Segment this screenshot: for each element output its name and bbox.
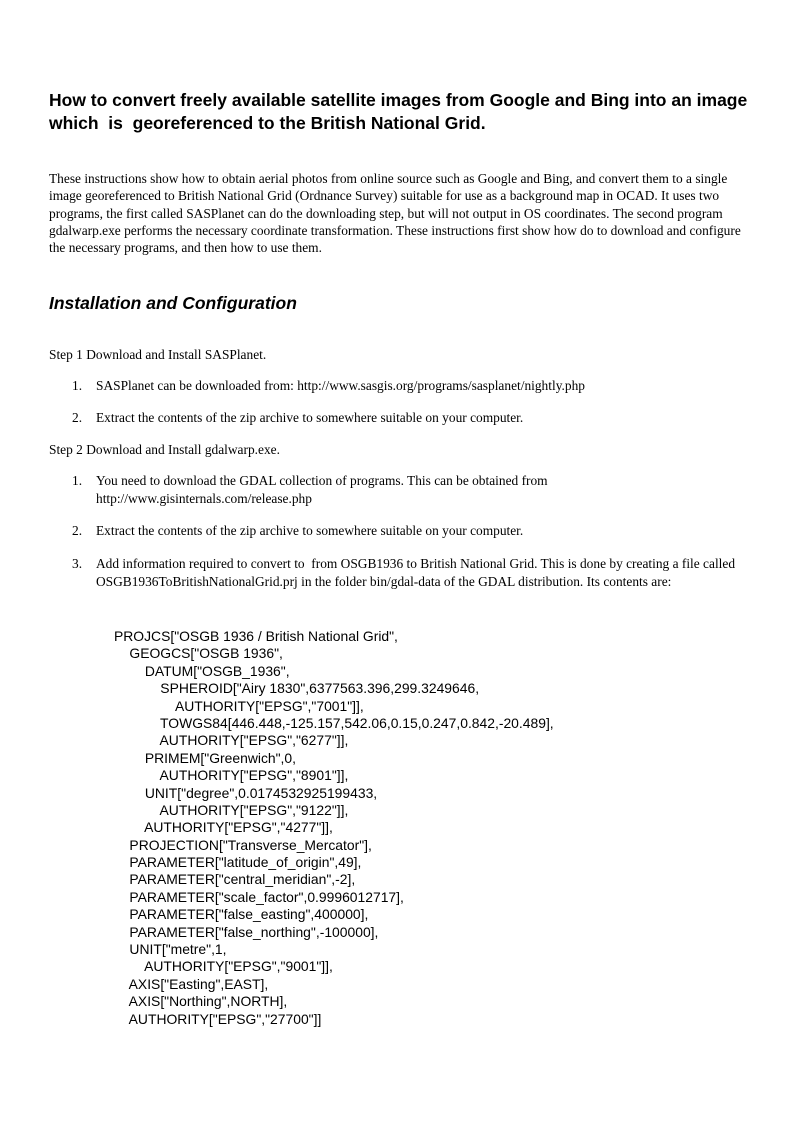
code-line: PARAMETER["false_easting",400000], xyxy=(114,906,369,923)
code-line: PARAMETER["scale_factor",0.9996012717], xyxy=(114,888,404,905)
gisinternals-release-link[interactable]: http://www.gisinternals.com/release.php xyxy=(96,491,312,506)
intro-paragraph: These instructions show how to obtain aerial photos from online source such as Google and Bing, and convert them to a single image georeferenced to British National Grid (Ordnance Survey) suitable for use as a background map in OCAD. It uses two programs, the first called SASPlanet can do the downloading step, but will not output in OS coordinates. The second program gdalwarp.exe performs the necessary coordinate transformation. These instructions first show how do to download and configure the necessary programs, and then how to use them. xyxy=(49,171,741,256)
sasplanet-download-link[interactable]: http://www.sasgis.org/programs/sasplanet/nightly.php xyxy=(297,378,585,393)
code-line: PARAMETER["false_northing",-100000], xyxy=(114,923,379,940)
list-number: 1. xyxy=(72,473,83,488)
code-line: AXIS["Easting",EAST], xyxy=(114,975,269,992)
document-title: How to convert freely available satellite images from Google and Bing into an image which is georeferenced to the British National Grid. xyxy=(49,90,753,133)
list-number: 2. xyxy=(72,410,83,425)
list-item-text: You need to download the GDAL collection of programs. This can be obtained from xyxy=(96,473,548,488)
list-text xyxy=(96,377,742,395)
code-line: SPHEROID["Airy 1830",6377563.396,299.3249646, xyxy=(114,680,480,697)
list-text: Extract the contents of the zip archive to somewhere suitable on your computer. xyxy=(96,523,524,538)
code-line: PARAMETER["latitude_of_origin",49], xyxy=(114,854,362,871)
list-item xyxy=(72,377,742,395)
step-2-label: Step 2 Download and Install gdalwarp.exe. xyxy=(49,442,280,457)
code-line: AUTHORITY["EPSG","8901"]], xyxy=(114,767,349,784)
code-line: AUTHORITY["EPSG","9001"]], xyxy=(114,958,333,975)
step-1-label: Step 1 Download and Install SASPlanet. xyxy=(49,347,267,362)
list-item xyxy=(72,522,742,540)
code-line: AUTHORITY["EPSG","4277"]], xyxy=(114,819,333,836)
prj-file-contents xyxy=(114,628,734,1028)
code-line: PROJECTION["Transverse_Mercator"], xyxy=(114,836,372,853)
list-number: 2. xyxy=(72,523,83,538)
code-line: PROJCS["OSGB 1936 / British National Grid", xyxy=(114,628,398,644)
list-item xyxy=(72,409,742,427)
code-line: DATUM["OSGB_1936", xyxy=(114,662,290,679)
section-heading-installation: Installation and Configuration xyxy=(49,293,297,313)
list-item xyxy=(72,472,742,508)
code-line: UNIT["metre",1, xyxy=(114,941,227,958)
code-line: GEOGCS["OSGB 1936", xyxy=(114,645,283,662)
code-line: PARAMETER["central_meridian",-2], xyxy=(114,871,356,888)
code-line: AUTHORITY["EPSG","7001"]], xyxy=(114,697,364,714)
code-line: AUTHORITY["EPSG","6277"]], xyxy=(114,732,349,749)
code-line: AXIS["Northing",NORTH], xyxy=(114,993,288,1010)
list-number: 1. xyxy=(72,378,83,393)
list-item-text: SASPlanet can be downloaded from: xyxy=(96,378,298,393)
list-text: Add information required to convert to from OSGB1936 to British National Grid. This is done by creating a file called OSGB1936ToBritishNationalGrid.prj in the folder bin/gdal-data of the GDAL distribution. Its contents are: xyxy=(96,556,739,589)
code-line: PRIMEM["Greenwich",0, xyxy=(114,749,296,766)
code-line: TOWGS84[446.448,-125.157,542.06,0.15,0.247,0.842,-20.489], xyxy=(114,714,554,731)
list-item xyxy=(72,555,742,591)
list-number: 3. xyxy=(72,556,83,571)
code-line: AUTHORITY["EPSG","27700"]] xyxy=(114,1010,322,1027)
code-line: UNIT["degree",0.0174532925199433, xyxy=(114,784,378,801)
code-line: AUTHORITY["EPSG","9122"]], xyxy=(114,801,349,818)
list-text: Extract the contents of the zip archive to somewhere suitable on your computer. xyxy=(96,410,524,425)
list-text xyxy=(96,472,742,508)
